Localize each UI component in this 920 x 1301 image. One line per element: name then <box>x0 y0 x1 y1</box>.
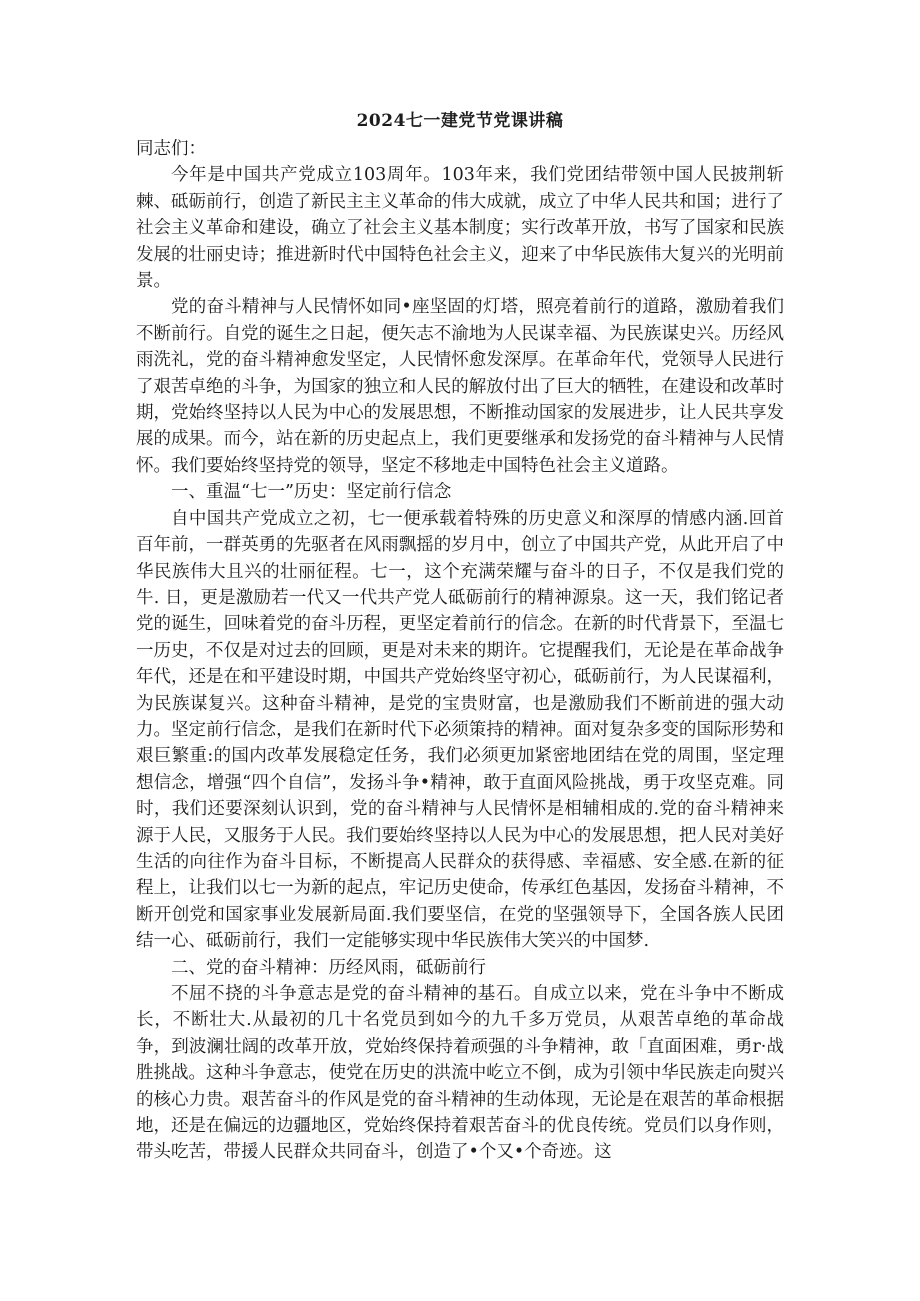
document-title: 2024七一建党节党课讲稿 <box>356 111 564 131</box>
intro-paragraph-2: 党的奋斗精神与人民情怀如同•座坚固的灯塔，照亮着前行的道路，激励着我们不断前行。自党的诞生之日起，便矢志不渝地为人民谋幸福、为民族谋史兴。历经风雨洗礼，党的奋斗精神愈发坚定，人民情怀愈发深厚。在革命年代，党领导人民进行了艰苦卓绝的斗争，为国家的独立和人民的解放付出了巨大的牺牲，在建设和改革时期，党始终坚持以人民为中心的发展思想，不断推动国家的发展进步，让人民共享发展的成果。而今，站在新的历史起点上，我们更要继承和发扬党的奋斗精神与人民情怀。我们要始终坚持党的领导，坚定不移地走中国特色社会主义道路。 <box>136 297 784 476</box>
section-1-heading: 一、重温“七一”历史：坚定前行信念 <box>171 482 452 503</box>
greeting: 同志们： <box>136 139 206 159</box>
document-page <box>136 108 784 1166</box>
intro-paragraph-1: 今年是中国共产党成立103周年。103年来，我们党团结带领中国人民披荆斩棘、砥砺前行，创造了新民主主义革命的伟大成就，成立了中华人民共和国；进行了社会主义革命和建设，确立了社会主义基本制度；实行改革开放，书写了国家和民族发展的壮丽史诗；推进新时代中国特色社会主义，迎来了中华民族伟大复兴的光明前景。 <box>136 165 784 292</box>
section-1-paragraph: 自中国共产党成立之初，七一便承载着特殊的历史意义和深厚的情感内涵.回首百年前，一群英勇的先驱者在风雨飘摇的岁月中，创立了中国共产党，从此开启了中华民族伟大且兴的壮丽征程。七一，这个充满荣耀与奋斗的日子，不仅是我们党的牛. 日，更是激励若一代又一代共产党人砥砺前行的精神源泉。这一天，我们铭记者党的诞生，回味着党的奋斗历程，更坚定着前行的信念。在新的时代背景下，至温七一历史，不仅是对过去的回顾，更是对未来的期许。它提醒我们，无论是在革命战争年代，还是在和平建设时期，中国共产党始终坚守初心，砥砺前行，为人民谋福利，为民族谋复兴。这种奋斗精神，是党的宝贵财富，也是激励我们不断前进的强大动力。坚定前行信念，是我们在新时代下必须策持的精神。面对复杂多变的国际形势和艰巨繁重:的国内改革发展稳定任务，我们必须更加紧密地团结在党的周围，坚定理想信念，增强“四个自信”，发扬斗争•精神，敢于直面风险挑战，勇于攻坚克难。同时，我们还要深刻认识到，党的奋斗精神与人民情怀是相辅相成的.党的奋斗精神来源于人民，又服务于人民。我们要始终坚持以人民为中心的发展思想，把人民对美好生活的向往作为奋斗目标，不断提高人民群众的获得感、幸福感、安全感.在新的征程上，让我们以七一为新的起点，牢记历史使命，传承红色基因，发扬奋斗精神，不断开创党和国家事业发展新局面.我们要坚信，在党的坚强领导下，全国各族人民团结一心、砥砺前行，我们一定能够实现中华民族伟大笑兴的中国梦. <box>136 508 784 952</box>
section-2-paragraph: 不屈不挠的斗争意志是党的奋斗精神的基石。自成立以来，党在斗争中不断成长，不断壮大.从最初的几十名党员到如今的九千多万党员，从艰苦卓绝的革命战争，到波澜壮阔的改革开放，党始终保持着顽强的斗争精神，敢「直面困难，勇r·战胜挑战。这种斗争意志，使党在历史的洪流中屹立不倒，成为引领中华民族走向熨兴的核心力贵。艰苦奋斗的作风是党的奋斗精神的生动体现，无论是在艰苦的革命根据地，还是在偏远的边疆地区，党始终保持着艰苦奋斗的优良传统。党员们以身作则，带头吃苦，带援人民群众共同奋斗，创造了•个又•个奇迹。这 <box>136 984 784 1163</box>
section-2-heading: 二、党的奋斗精神：历经风雨，砥砺前行 <box>171 957 486 978</box>
